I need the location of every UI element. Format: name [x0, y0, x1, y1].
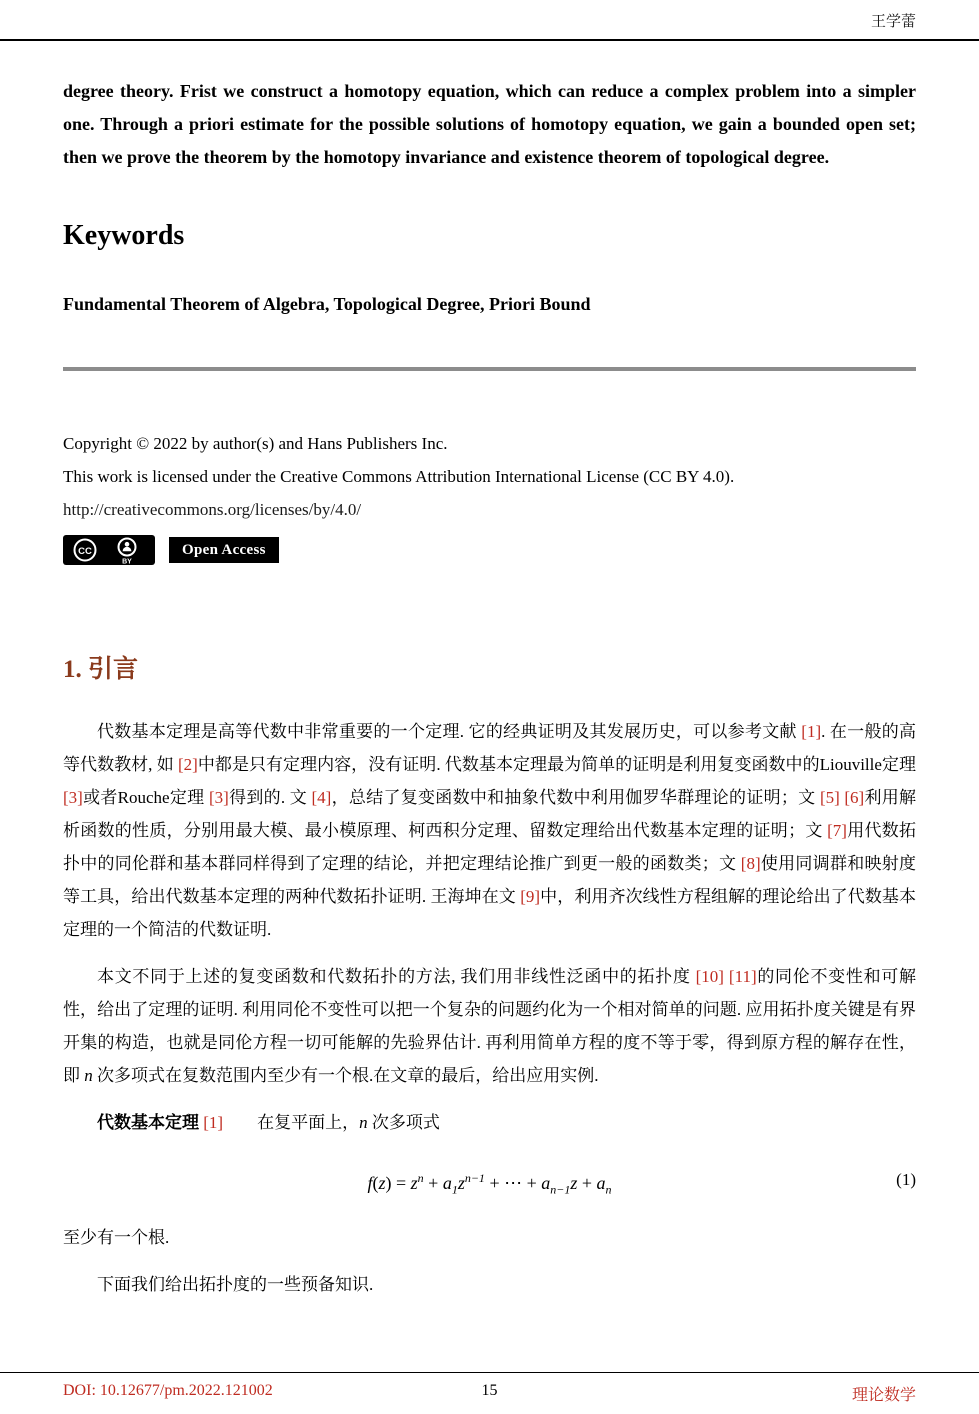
citation-link[interactable]: [4]	[311, 788, 332, 807]
text-run: n−1	[550, 1182, 571, 1197]
math-variable: z	[410, 1173, 418, 1193]
citation-link[interactable]: [7]	[827, 821, 847, 840]
after-equation-text: 至少有一个根.	[63, 1227, 170, 1247]
equation-1	[63, 1163, 916, 1205]
open-access-label: Open Access	[182, 542, 266, 558]
intro-paragraph-1: 代数基本定理是高等代数中非常重要的一个定理. 它的经典证明及其发展历史，可以参考文献 [1]. 在一般的高等代数教材, 如 [2]中都是只有定理内容，没有证明. 代数基本定理最为简单的证明是利用复变函数中的Liouville定理 [3]或者Rouche定理 [3]得到的. 文 [4]，总结了复变函数中和抽象代数中利用伽罗华群理论的证明；文 [5] [6]利用解析函数的性质，分别用最大模、最小模原理、柯西积分定理、留数定理给出代数基本定理的证明；文 [7]用代数拓扑中的同伦群和基本群同样得到了定理的结论，并把定理结论推广到更一般的函数类；文 [8]使用同调群和映射度等工具，给出代数基本定理的两种代数拓扑证明. 王海坤在文 [9]中，利用齐次线性方程组解的理论给出了代数基本定理的一个简洁的代数证明.	[63, 722, 917, 939]
page-body	[63, 75, 916, 1301]
license-block	[63, 427, 916, 526]
text-run: n	[605, 1182, 612, 1197]
header-rule	[0, 39, 979, 41]
math-variable: z	[457, 1173, 465, 1193]
cc-icon-label: CC	[78, 546, 92, 557]
equation-number: (1)	[896, 1170, 916, 1189]
citation-link[interactable]: [9]	[520, 887, 541, 906]
by-label: BY	[122, 558, 132, 565]
math-variable: z	[570, 1173, 578, 1193]
closing-sentence: 下面我们给出拓扑度的一些预备知识.	[97, 1274, 374, 1294]
doi-link[interactable]: DOI: 10.12677/pm.2022.121002	[63, 1382, 273, 1399]
citation-link[interactable]: [6]	[844, 788, 865, 807]
equation-body: $f(z) = z^n + a_1z^{n-1}$ + ⋯ + $a_{n-1}z + a_n$	[367, 1171, 612, 1197]
math-variable: a	[442, 1173, 452, 1193]
citation-link[interactable]: [3]	[208, 788, 229, 807]
cc-by-badge[interactable]	[63, 535, 155, 565]
citation-link[interactable]: [8]	[740, 854, 761, 873]
copyright-line: Copyright © 2022 by author(s) and Hans Publishers Inc.	[63, 434, 448, 453]
intro-paragraph-2: 本文不同于上述的复变函数和代数拓扑的方法, 我们用非线性泛函中的拓扑度 [10] [11]的同伦不变性和可解性，给出了定理的证明. 利用同伦不变性可以把一个复杂的问题约化为一个相对简单的问题. 应用拓扑度关键是有界开集的构造，也就是同伦方程一切可能解的先验界估计. 再利用简单方程的度不等于零，得到原方程的解存在性，即 n 次多项式在复数范围内至少有一个根.在文章的最后，给出应用实例.	[63, 967, 917, 1085]
text-run: 代数基本定理	[97, 1113, 199, 1132]
badge-background	[63, 535, 155, 565]
text-run: n−1	[464, 1171, 485, 1185]
section-divider-rule	[63, 367, 916, 371]
keywords-heading: Keywords	[63, 220, 185, 251]
page-footer	[0, 1372, 979, 1414]
license-url-line	[63, 493, 916, 526]
open-access-badge	[169, 537, 279, 563]
citation-link[interactable]: [3]	[63, 788, 83, 807]
citation-link[interactable]: [5]	[819, 788, 840, 807]
math-variable: n	[84, 1066, 93, 1085]
person-head	[125, 542, 130, 547]
cc-by-badge-image	[63, 535, 155, 565]
running-head-author: 王学蕾	[870, 14, 916, 30]
text-run: n	[417, 1171, 424, 1185]
citation-link[interactable]: [11]	[728, 967, 757, 986]
citation-link[interactable]: [2]	[178, 755, 198, 774]
license-url-link[interactable]: http://creativecommons.org/licenses/by/4.0/	[63, 500, 362, 519]
abstract-text: degree theory. Frist we construct a homotopy equation, which can reduce a complex problem into a simpler one. Through a priori estimate for the possible solutions of homotopy equation, we gain a bounded open set; then we prove the theorem by the homotopy invariance and existence theorem of topological degree.	[63, 81, 916, 167]
theorem-statement: 代数基本定理 [1] 在复平面上，n 次多项式	[97, 1113, 440, 1132]
citation-link[interactable]: [1]	[801, 722, 822, 741]
license-badges	[63, 535, 916, 565]
page-header	[63, 0, 916, 41]
math-variable: a	[596, 1173, 606, 1193]
keywords-text: Fundamental Theorem of Algebra, Topological Degree, Priori Bound	[63, 294, 591, 314]
math-variable: f	[367, 1173, 373, 1193]
license-statement: This work is licensed under the Creative Commons Attribution International License (CC BY 4.0).	[63, 467, 735, 486]
section-heading-introduction: 1. 引言	[63, 656, 139, 683]
footer-row	[0, 1373, 979, 1414]
journal-name: 理论数学	[851, 1387, 916, 1404]
citation-link[interactable]: [1]	[203, 1113, 224, 1132]
citation-link[interactable]: [10]	[695, 967, 724, 986]
math-variable: n	[359, 1113, 368, 1132]
math-variable: a	[541, 1173, 551, 1193]
math-variable: z	[378, 1173, 386, 1193]
text-run: 1	[451, 1182, 458, 1197]
page-number: 15	[481, 1382, 498, 1399]
